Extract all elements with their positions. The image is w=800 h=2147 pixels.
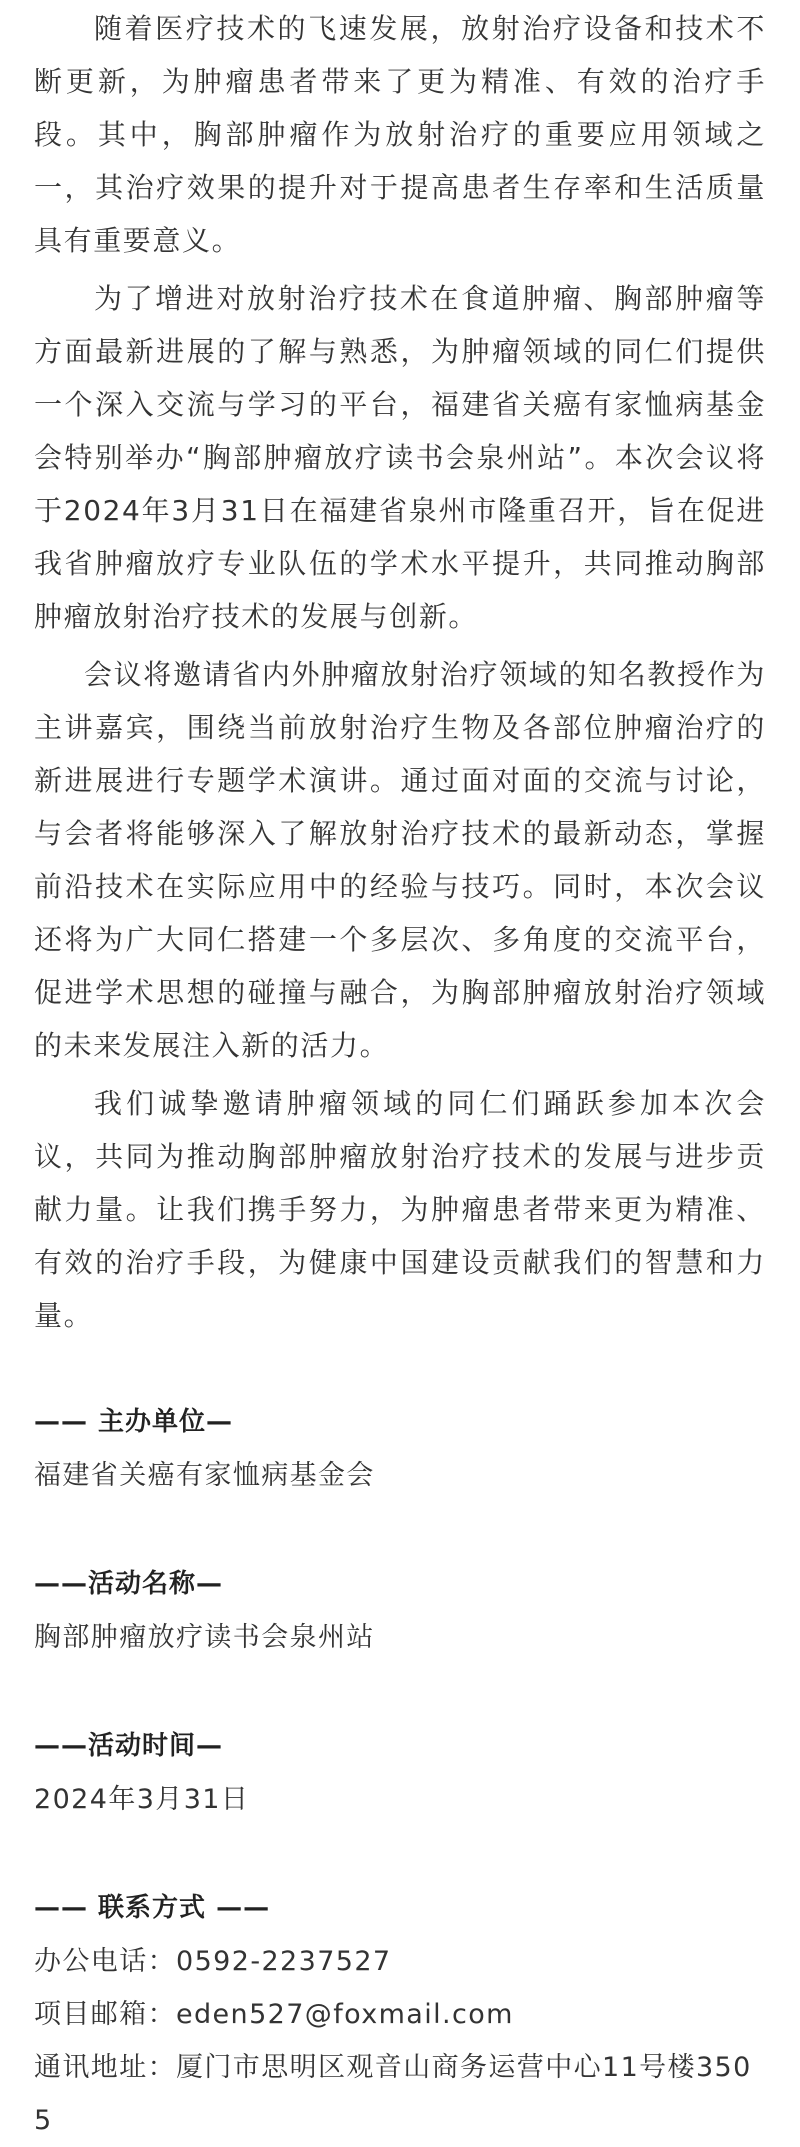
contact-address: 通讯地址：厦门市思明区观音山商务运营中心11号楼3505 <box>34 2052 752 2136</box>
contact-email: 项目邮箱：eden527@foxmail.com <box>34 1999 514 2030</box>
agenda-paragraph: 会议将邀请省内外肿瘤放射治疗领域的知名教授作为主讲嘉宾，围绕当前放射治疗生物及各部位肿瘤治疗的新进展进行专题学术演讲。通过面对面的交流与讨论，与会者将能够深入了解放射治疗技术的最新动态，掌握前沿技术在实际应用中的经验与技巧。同时，本次会议还将为广大同仁搭建一个多层次、多角度的交流平台，促进学术思想的碰撞与融合，为胸部肿瘤放射治疗领域的未来发展注入新的活力。 <box>34 658 766 1062</box>
contact-heading: —— 联系方式 —— <box>34 1893 271 1923</box>
spacer <box>34 1502 766 1558</box>
intro-paragraph: 随着医疗技术的飞速发展，放射治疗设备和技术不断更新，为肿瘤患者带来了更为精准、有效的治疗手段。其中，胸部肿瘤作为放射治疗的重要应用领域之一，其治疗效果的提升对于提高患者生存率和生活质量具有重要意义。 <box>34 12 766 257</box>
event-name-value: 胸部肿瘤放疗读书会泉州站 <box>34 1622 375 1653</box>
contact-section <box>34 1882 766 2147</box>
event-time-section <box>34 1720 766 1826</box>
event-name-section <box>34 1558 766 1664</box>
event-time-value: 2024年3月31日 <box>34 1784 250 1815</box>
organizer-value: 福建省关癌有家恤病基金会 <box>34 1460 375 1491</box>
spacer <box>34 1342 766 1396</box>
organizer-heading: —— 主办单位— <box>34 1407 234 1437</box>
spacer <box>34 1826 766 1882</box>
contact-phone: 办公电话：0592-2237527 <box>34 1946 392 1977</box>
event-time-heading: ——活动时间— <box>34 1731 224 1761</box>
organizer-section <box>34 1396 766 1502</box>
event-name-heading: ——活动名称— <box>34 1569 224 1599</box>
spacer <box>34 1664 766 1720</box>
purpose-paragraph: 为了增进对放射治疗技术在食道肿瘤、胸部肿瘤等方面最新进展的了解与熟悉，为肿瘤领域的同仁们提供一个深入交流与学习的平台，福建省关癌有家恤病基金会特别举办“胸部肿瘤放疗读书会泉州站”。本次会议将于2024年3月31日在福建省泉州市隆重召开，旨在促进我省肿瘤放疗专业队伍的学术水平提升，共同推动胸部肿瘤放射治疗技术的发展与创新。 <box>34 282 766 633</box>
invitation-paragraph: 我们诚挚邀请肿瘤领域的同仁们踊跃参加本次会议，共同为推动胸部肿瘤放射治疗技术的发展与进步贡献力量。让我们携手努力，为肿瘤患者带来更为精准、有效的治疗手段，为健康中国建设贡献我们的智慧和力量。 <box>34 1087 766 1332</box>
